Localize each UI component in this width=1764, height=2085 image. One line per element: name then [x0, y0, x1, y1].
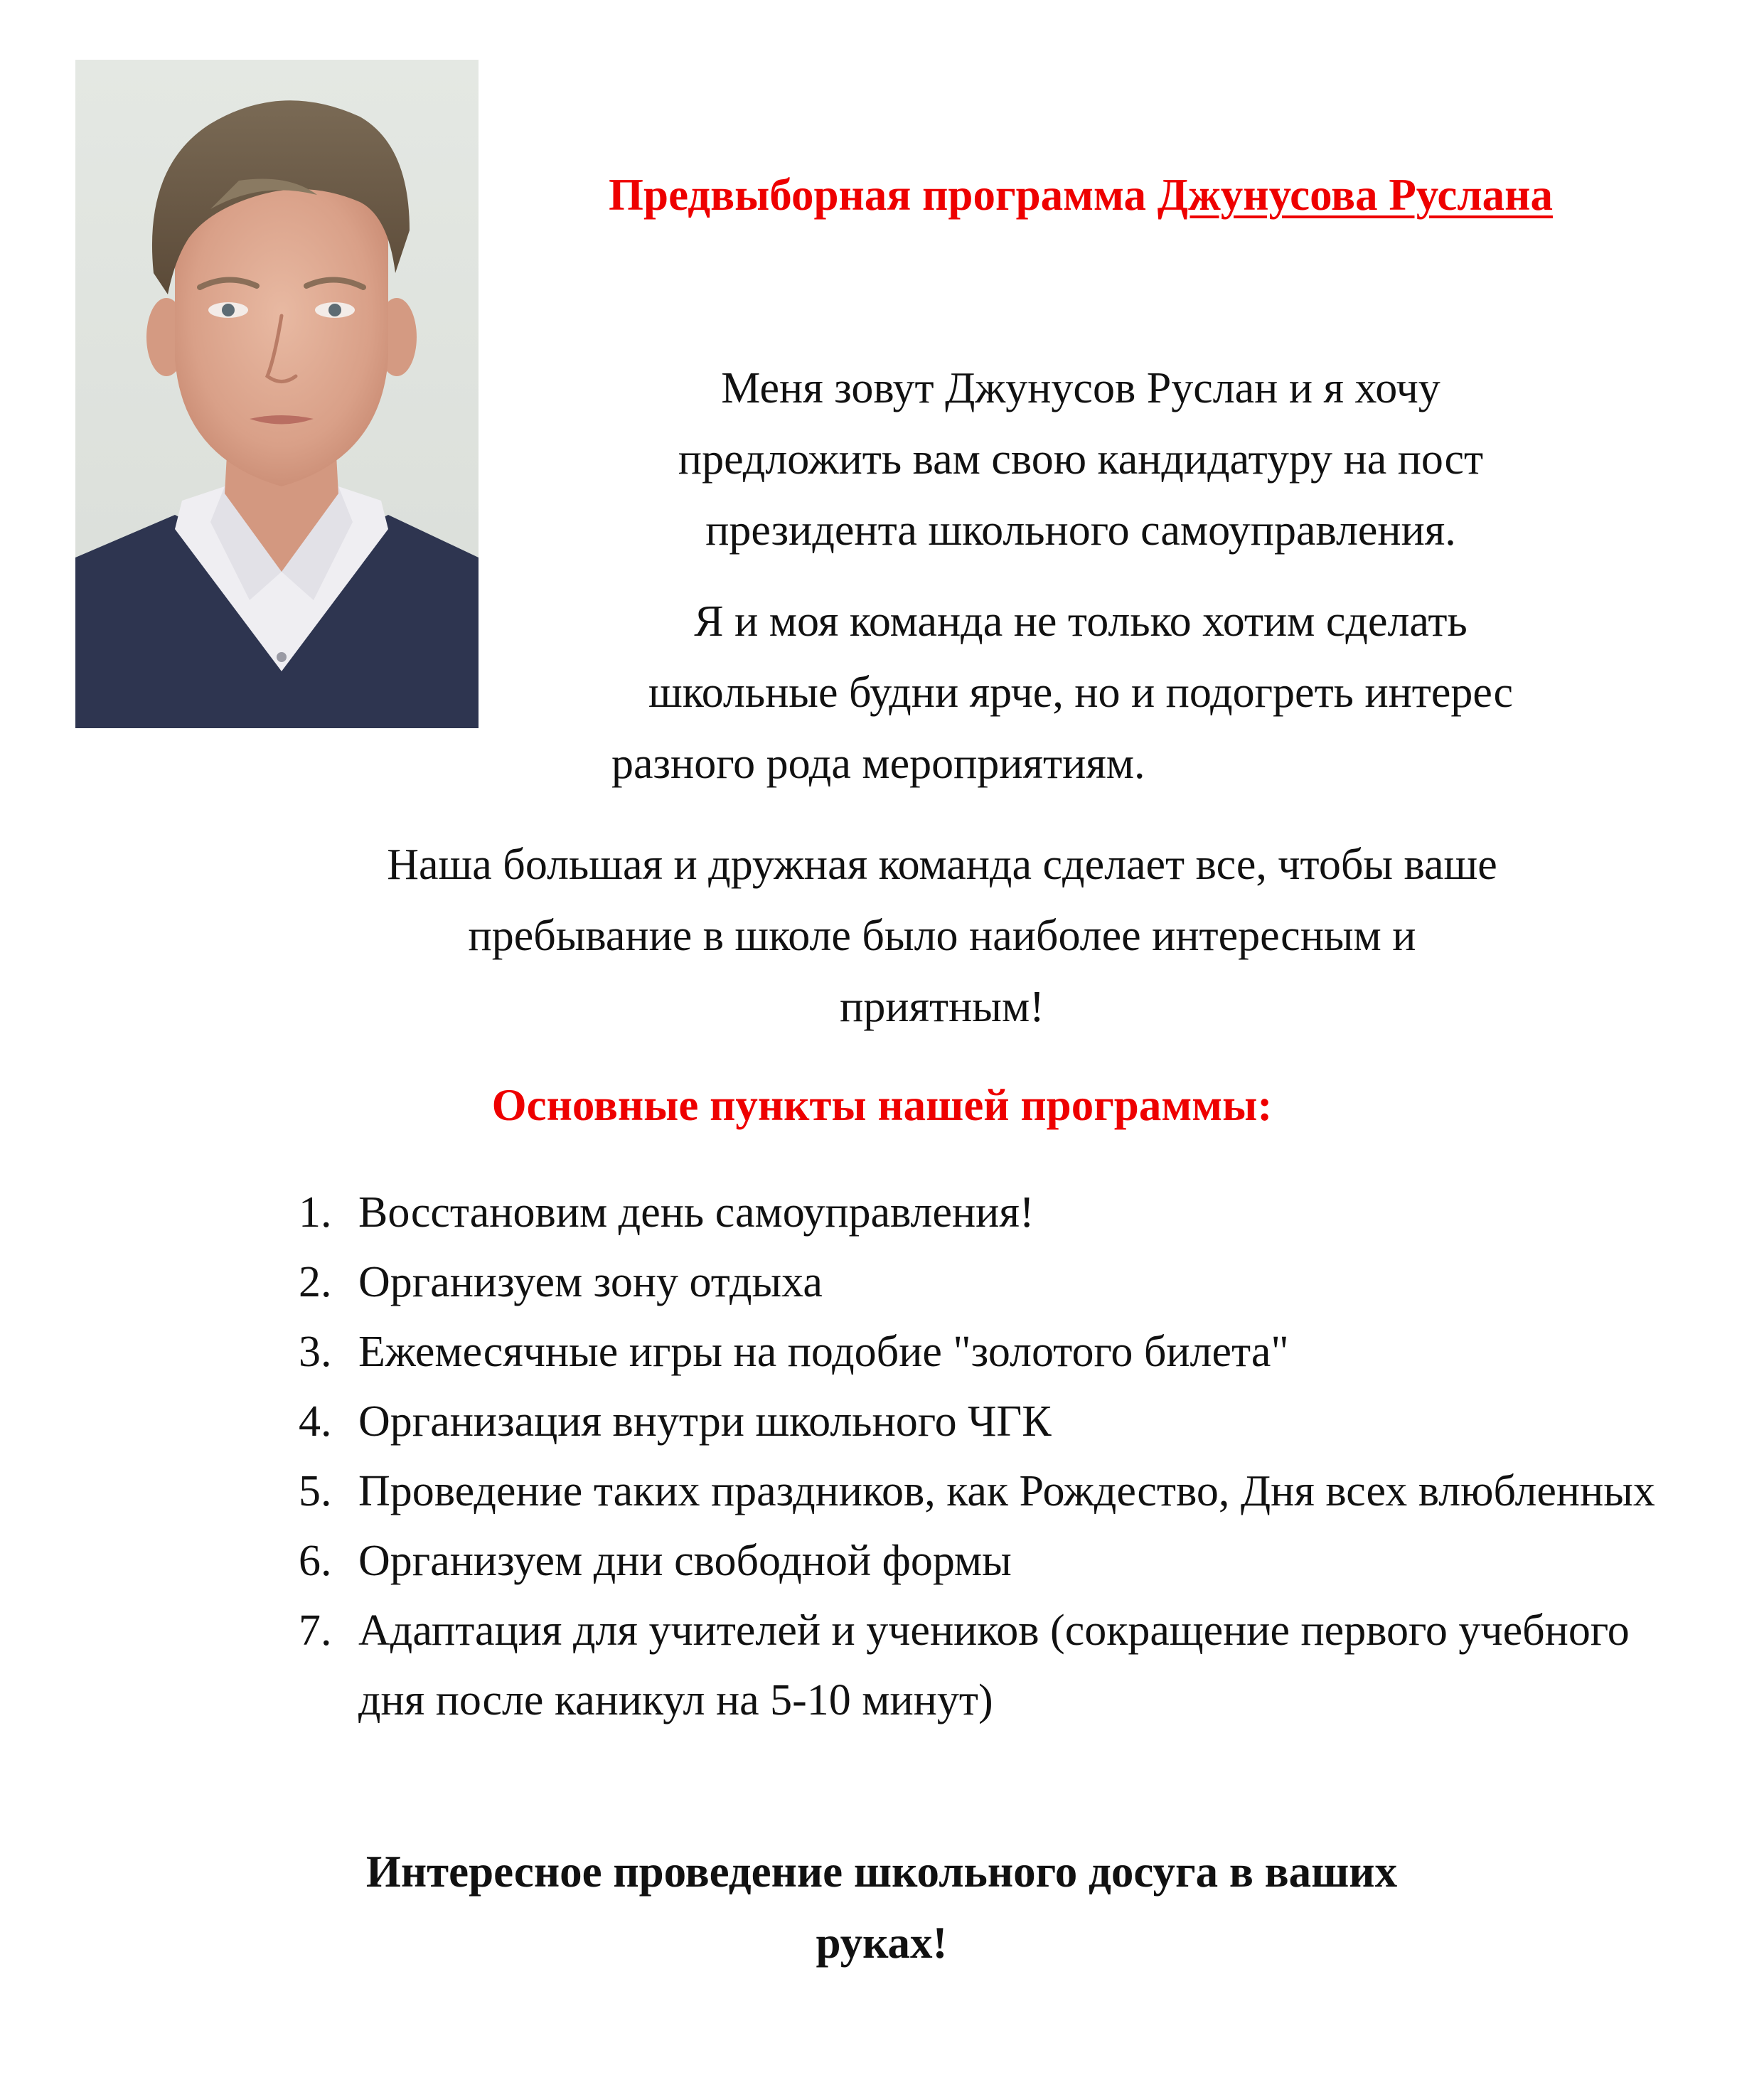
list-item-number: 4. — [299, 1397, 332, 1446]
list-item-number: 7. — [299, 1606, 332, 1655]
list-item-text: Проведение таких праздников, как Рождество, Дня всех влюбленных — [358, 1467, 1655, 1515]
program-list — [299, 1178, 1706, 1735]
title-prefix: Предвыборная программа — [609, 170, 1158, 220]
list-item — [299, 1247, 1706, 1317]
promise-line: пребывание в школе было наиболее интересным и — [468, 912, 1416, 960]
list-item — [299, 1317, 1706, 1387]
promise-paragraph — [114, 829, 1764, 1042]
list-item — [299, 1387, 1706, 1456]
list-item — [299, 1178, 1706, 1247]
closing-line: Интересное проведение школьного досуга в ваших — [365, 1847, 1398, 1897]
list-item-number: 1. — [299, 1188, 332, 1237]
list-item-text: Организация внутри школьного ЧГК — [358, 1397, 1052, 1446]
list-item-text: Ежемесячные игры на подобие "золотого билета" — [358, 1328, 1289, 1376]
list-item — [299, 1596, 1706, 1735]
team-line: разного рода мероприятиям. — [611, 740, 1145, 788]
team-paragraph — [498, 586, 1664, 799]
promise-line: приятным! — [840, 983, 1044, 1031]
closing-statement — [213, 1836, 1550, 1978]
intro-line: предложить вам свою кандидатуру на пост — [678, 435, 1484, 484]
page-title — [498, 169, 1664, 221]
program-heading: Основные пункты нашей программы: — [491, 1080, 1273, 1130]
intro-line: Меня зовут Джунусов Руслан и я хочу — [721, 364, 1440, 412]
list-item — [299, 1456, 1706, 1526]
candidate-name: Джунусова Руслана — [1157, 170, 1553, 220]
list-item-text: Восстановим день самоуправления! — [358, 1188, 1035, 1237]
candidate-photo — [75, 60, 479, 728]
intro-paragraph — [498, 353, 1664, 566]
list-item — [299, 1526, 1706, 1596]
portrait-illustration — [75, 60, 479, 728]
list-item-text: Адаптация для учителей и учеников (сокращение первого учебного дня после каникул на 5-10 минут) — [358, 1606, 1630, 1724]
team-line: Я и моя команда не только хотим сделать — [694, 597, 1468, 646]
list-item-number: 5. — [299, 1467, 332, 1515]
list-item-text: Организуем зону отдыха — [358, 1258, 823, 1306]
list-item-number: 2. — [299, 1258, 332, 1306]
list-item-text: Организуем дни свободной формы — [358, 1537, 1012, 1585]
list-item-number: 3. — [299, 1328, 332, 1376]
closing-line: руках! — [816, 1918, 948, 1968]
promise-line: Наша большая и дружная команда сделает все, чтобы ваше — [387, 841, 1497, 889]
team-line: школьные будни ярче, но и подогреть интерес — [648, 668, 1513, 717]
intro-line: президента школьного самоуправления. — [705, 506, 1456, 555]
list-item-number: 6. — [299, 1537, 332, 1585]
